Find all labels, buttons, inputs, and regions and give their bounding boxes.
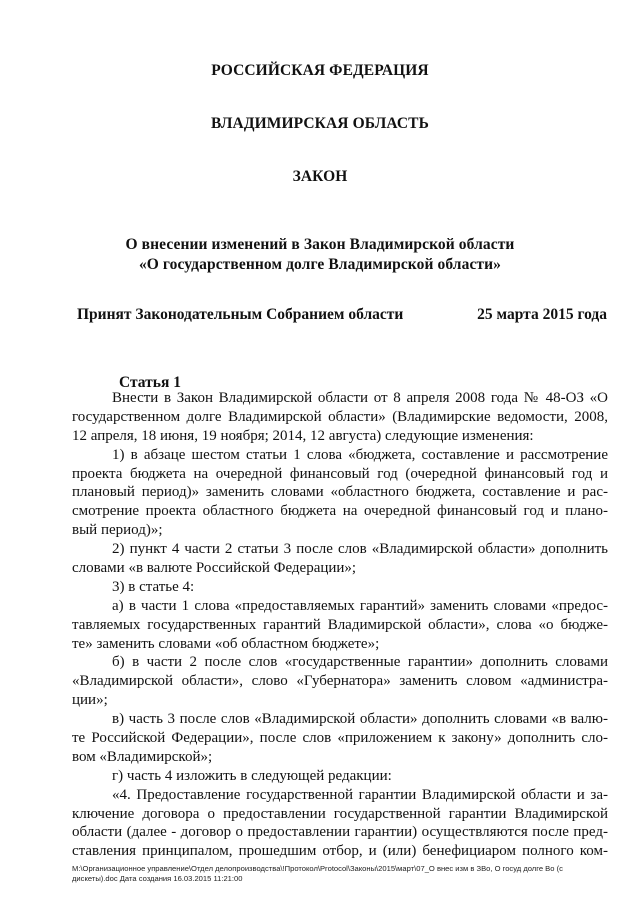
article-text-line: вом «Владимирской»;	[72, 748, 213, 765]
article-text-line: 1) в абзаце шестом статьи 1 слова «бюджета, составление и рассмотрение	[112, 446, 608, 463]
article-text-line: тавляемых государственных гарантий Владимирской области», слова «о бюдже-	[72, 616, 608, 633]
doc-type-heading: ЗАКОН	[292, 168, 348, 185]
acceptance-line	[77, 306, 607, 326]
footer-line: дискеты).doc Дата создания 16.03.2015 11:21:00	[72, 874, 243, 883]
article-text-line: г) часть 4 изложить в следующей редакции:	[112, 767, 392, 784]
law-title-line1: О внесении изменений в Закон Владимирской области	[125, 236, 515, 253]
article-text-line: 3) в статье 4:	[112, 578, 195, 595]
accepted-date: 25 марта 2015 года	[477, 306, 607, 323]
article-text-line: государственном долге Владимирской области» (Владимирские ведомости, 2008,	[72, 408, 608, 425]
article-text-line: а) в части 1 слова «предоставляемых гарантий» заменить словами «предос-	[112, 597, 608, 614]
region-heading: ВЛАДИМИРСКАЯ ОБЛАСТЬ	[211, 115, 429, 132]
article-text-line: «Владимирской области», слово «Губернатора» заменить словом «администра-	[72, 673, 608, 690]
article-text-line: плановый период)» заменить словами «областного бюджета, составление и рас-	[72, 484, 608, 501]
article-title: Статья 1	[119, 374, 181, 391]
article-text-line: те Российской Федерации», после слов «приложением к закону» дополнить сло-	[72, 730, 608, 747]
article-text-line: Внести в Закон Владимирской области от 8 апреля 2008 года № 48-ОЗ «О	[112, 390, 608, 406]
article-text-line: «4. Предоставление государственной гарантии Владимирской области и за-	[112, 786, 608, 803]
article-text-line: смотрение проекта областного бюджета на очередной финансовый год и плано-	[72, 503, 608, 520]
article-text-line: ции»;	[72, 692, 108, 709]
accepted-by: Принят Законодательным Собранием области	[77, 306, 404, 323]
article-text-line: 12 апреля, 18 июня, 19 ноября; 2014, 12 августа) следующие изменения:	[72, 427, 534, 444]
file-path-footer	[72, 864, 602, 884]
article-text-line: те» заменить словами «об областном бюджете»;	[72, 635, 380, 652]
article-text-line: ставления принципалом, прошедшим отбор, и (или) бенефициаром полного ком-	[72, 843, 608, 860]
footer-line: M:\Организационное управление\Отдел делопроизводства\!Протокол\Protocol\Законы\2015\март\07_О внес изм в ЗВо, О госуд долге Во (с	[72, 864, 563, 873]
law-title-line2: «О государственном долге Владимирской области»	[138, 256, 502, 273]
article-text-line: области (далее - договор о предоставлении гарантии) осуществляются после пред-	[72, 824, 608, 841]
country-heading: РОССИЙСКАЯ ФЕДЕРАЦИЯ	[211, 62, 429, 79]
article-text-line: в) часть 3 после слов «Владимирской области» дополнить словами «в валю-	[112, 711, 608, 728]
article-body	[72, 389, 608, 861]
article-text-line: ключение договора о предоставлении государственной гарантии Владимирской	[72, 805, 608, 822]
article-text-line: 2) пункт 4 части 2 статьи 3 после слов «Владимирской области» дополнить	[112, 541, 608, 558]
article-text-line: проекта бюджета на очередной финансовый год (очередной финансовый год и	[72, 465, 608, 482]
article-text-line: словами «в валюте Российской Федерации»;	[72, 560, 357, 577]
article-text-line: б) в части 2 после слов «государственные гарантии» дополнить словами	[112, 654, 608, 671]
article-text-line: вый период)»;	[72, 522, 163, 539]
